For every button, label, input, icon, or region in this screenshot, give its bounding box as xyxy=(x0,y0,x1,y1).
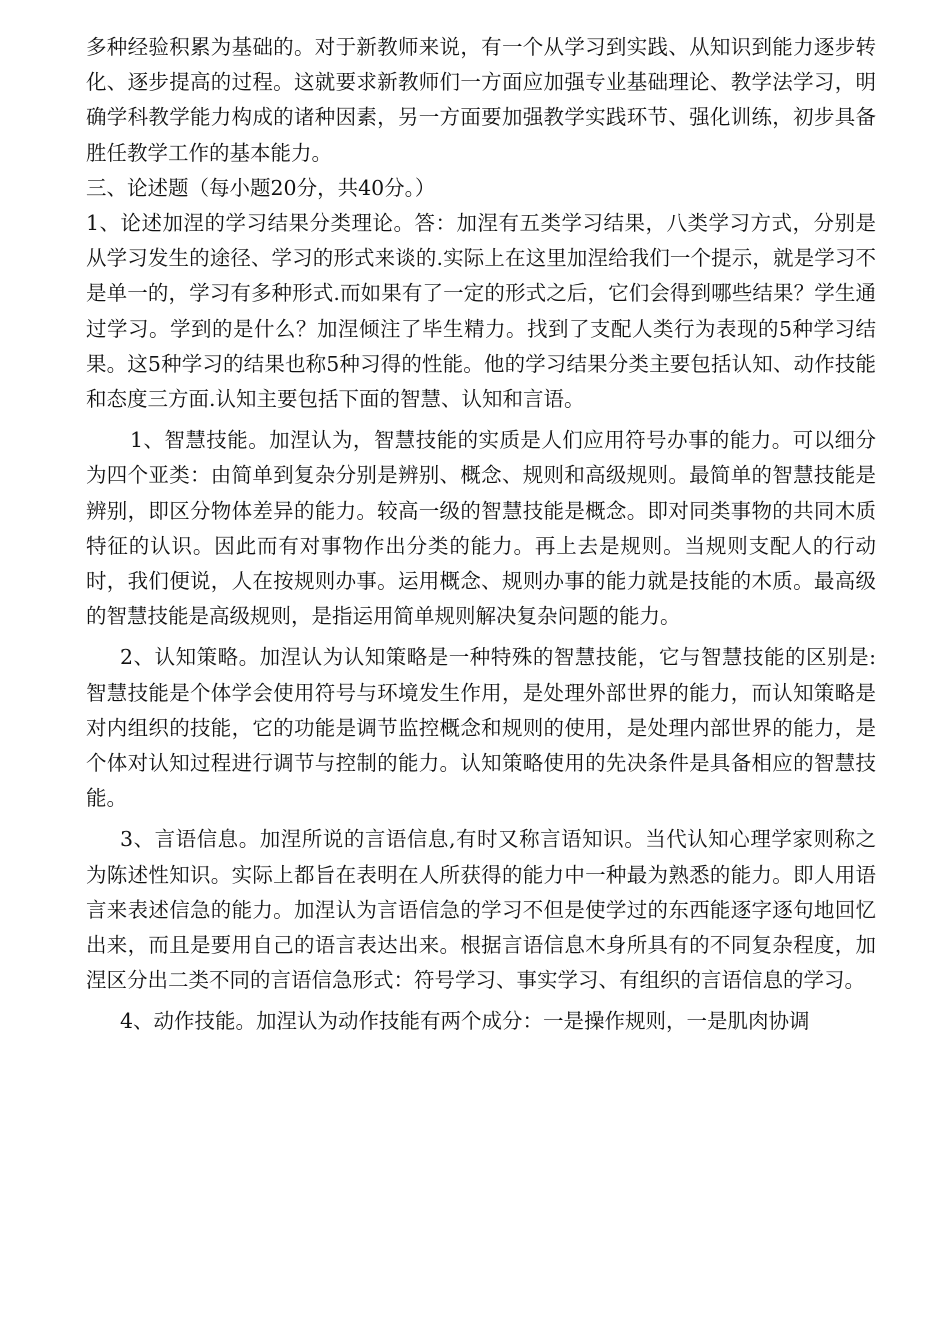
paragraph-intellectual-skills: 1、智慧技能。加涅认为，智慧技能的实质是人们应用符号办事的能力。可以细分为四个亚类：由简单到复杂分别是辨别、概念、规则和高级规则。最简单的智慧技能是辨别，即区分物体差异的能力。较高一级的智慧技能是概念。即对同类事物的共同木质特征的认识。因此而有对事物作出分类的能力。再上去是规则。当规则支配人的行动时，我们便说，人在按规则办事。运用概念、规则办事的能力就是技能的木质。最高级的智慧技能是高级规则，是指运用简单规则解决复杂问题的能力。 xyxy=(86,428,876,629)
paragraph-cognitive-strategies: 2、认知策略。加涅认为认知策略是一种特殊的智慧技能，它与智慧技能的区别是:智慧技能是个体学会使用符号与环境发生作用，是处理外部世界的能力，而认知策略是对内组织的技能，它的功能是调节监控概念和规则的使用，是处理内部世界的能力，是个体对认知过程进行调节与控制的能力。认知策略使用的先决条件是具备相应的智慧技能。 xyxy=(86,645,876,811)
paragraph-verbal-information: 3、言语信息。加涅所说的言语信息,有时又称言语知识。当代认知心理学家则称之为陈述性知识。实际上都旨在表明在人所获得的能力中一种最为熟悉的能力。即人用语言来表述信急的能力。加涅认为言语信急的学习不但是使学过的东西能逐字逐句地回忆出来，而且是要用自己的语言表达出来。根据言语信息木身所具有的不同复杂程度，加涅区分出二类不同的言语信急形式：符号学习、事实学习、有组织的言语信息的学习。 xyxy=(86,827,876,993)
paragraph-motor-skills: 4、动作技能。加涅认为动作技能有两个成分：一是操作规则，一是肌肉协调 xyxy=(120,1009,810,1034)
paragraph-question-1-answer: 1、论述加涅的学习结果分类理论。答：加涅有五类学习结果，八类学习方式，分别是从学习发生的途径、学习的形式来谈的.实际上在这里加涅给我们一个提示，就是学习不是单一的，学习有多种形式.而如果有了一定的形式之后，它们会得到哪些结果？学生通过学习。学到的是什么？加涅倾注了毕生精力。找到了支配人类行为表现的5种学习结果。这5种学习的结果也称5种习得的性能。他的学习结果分类主要包括认知、动作技能和态度三方面.认知主要包括下面的智慧、认知和言语。 xyxy=(86,211,876,412)
paragraph-intro-continuation: 多种经验积累为基础的。对于新教师来说，有一个从学习到实践、从知识到能力逐步转化、逐步提高的过程。这就要求新教师们一方面应加强专业基础理论、教学法学习，明确学科教学能力构成的诸种因素，另一方面要加强教学实践环节、强化训练，初步具备胜任教学工作的基本能力。 xyxy=(86,35,876,165)
document-body xyxy=(86,30,876,1040)
section-heading-essay-questions: 三、论述题（每小题20分，共40分。） xyxy=(86,175,436,200)
